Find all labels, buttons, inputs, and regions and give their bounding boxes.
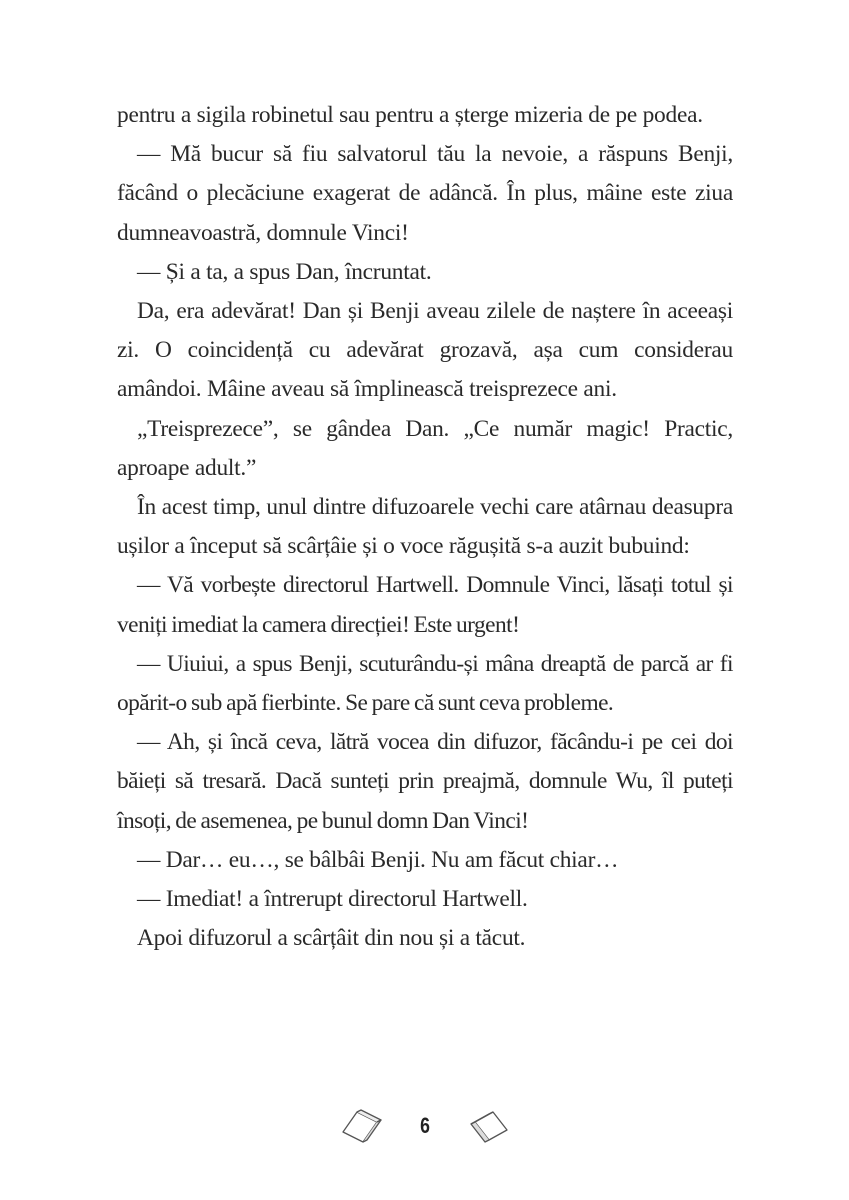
cube-icon xyxy=(339,1106,383,1146)
paragraph: — Ah, și încă ceva, lătră vocea din difuzor, făcându-i pe cei doi băieți să tresară. Dacă sunteți prin preajmă, domnule Wu, îl puteți însoți, de asemenea, pe bunul domn Dan Vinci! xyxy=(117,729,733,834)
cube-icon xyxy=(467,1106,511,1146)
paragraph: pentru a sigila robinetul sau pentru a șterge mizeria de pe podea. xyxy=(117,102,703,128)
paragraph: În acest timp, unul dintre difuzoarele vechi care atârnau deasupra ușilor a început să scârțâie și o voce răgușită s-a auzit bubuind: xyxy=(117,494,733,560)
paragraph: — Dar… eu…, se bâlbâi Benji. Nu am făcut chiar… xyxy=(137,846,619,873)
page-number: 6 xyxy=(419,1113,430,1138)
paragraph: „Treisprezece”, se gândea Dan. „Ce număr magic! Practic, aproape adult.” xyxy=(117,415,733,481)
paragraph: Apoi difuzorul a scârțâit din nou și a tăcut. xyxy=(137,925,526,952)
page-body xyxy=(117,96,733,958)
paragraph: — Și a ta, a spus Dan, încruntat. xyxy=(137,258,432,285)
paragraph: — Vă vorbește directorul Hartwell. Domnule Vinci, lăsați totul și veniți imediat la camera direcției! Este urgent! xyxy=(117,572,733,638)
paragraph: — Imediat! a întrerupt directorul Hartwell. xyxy=(137,886,528,913)
paragraph: Da, era adevărat! Dan și Benji aveau zilele de naștere în aceeași zi. O coincidență cu adevărat grozavă, așa cum considerau amândoi. Mâine aveau să împlinească treisprezece ani. xyxy=(117,298,733,403)
page-footer xyxy=(0,1104,849,1148)
paragraph: — Mă bucur să fiu salvatorul tău la nevoie, a răspuns Benji, făcând o plecăciune exagerat de adâncă. În plus, mâine este ziua dumneavoastră, domnule Vinci! xyxy=(117,141,733,246)
paragraph: — Uiuiui, a spus Benji, scuturându-și mâna dreaptă de parcă ar fi opărit-o sub apă fierbinte. Se pare că sunt ceva probleme. xyxy=(117,650,733,717)
